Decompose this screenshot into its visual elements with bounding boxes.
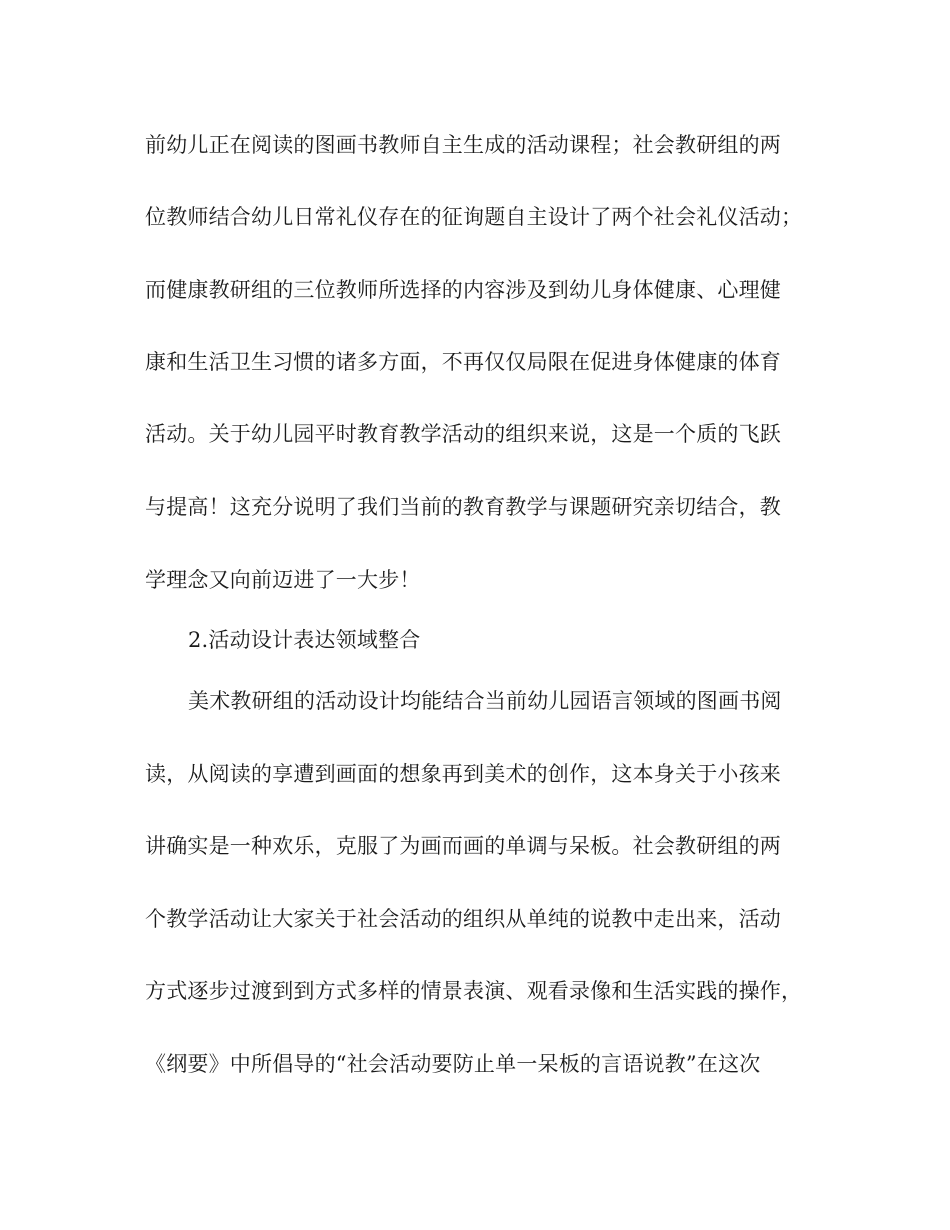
paragraph-line: 活动。关于幼儿园平时教育教学活动的组织来说，这是一个质的飞跃 — [145, 422, 781, 446]
paragraph-line: 而健康教研组的三位教师所选择的内容涉及到幼儿身体健康、心理健 — [145, 278, 781, 302]
paragraph-line: 与提高！这充分说明了我们当前的教育教学与课题研究亲切结合，教 — [145, 495, 781, 519]
paragraph-line: 美术教研组的活动设计均能结合当前幼儿园语言领域的图画书阅 — [188, 689, 782, 713]
paragraph-line: 方式逐步过渡到到方式多样的情景表演、观看录像和生活实践的操作， — [145, 979, 803, 1003]
section-heading: 2.活动设计表达领域整合 — [188, 628, 421, 652]
paragraph-line: 位教师结合幼儿日常礼仪存在的征询题自主设计了两个社会礼仪活动； — [145, 205, 803, 229]
paragraph-line: 读，从阅读的享遭到画面的想象再到美术的创作，这本身关于小孩来 — [145, 762, 781, 786]
paragraph-line: 学理念又向前迈进了一大步！ — [145, 568, 421, 592]
paragraph-line: 个教学活动让大家关于社会活动的组织从单纯的说教中走出来，活动 — [145, 907, 781, 931]
paragraph-line: 《纲要》中所倡导的“社会活动要防止单一呆板的言语说教”在这次 — [145, 1052, 761, 1076]
paragraph-line: 前幼儿正在阅读的图画书教师自主生成的活动课程；社会教研组的两 — [145, 133, 781, 157]
paragraph-line: 讲确实是一种欢乐，克服了为画而画的单调与呆板。社会教研组的两 — [145, 834, 781, 858]
paragraph-line: 康和生活卫生习惯的诸多方面，不再仅仅局限在促进身体健康的体育 — [145, 350, 781, 374]
